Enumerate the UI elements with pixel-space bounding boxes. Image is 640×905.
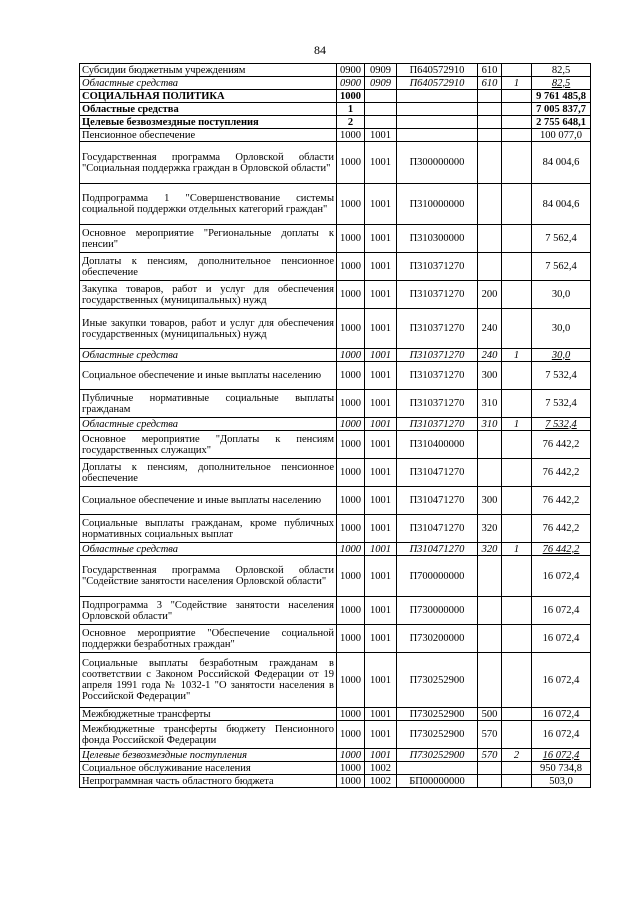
subsection-code-cell: 1001 — [365, 362, 397, 390]
funding-source-cell — [502, 281, 532, 309]
target-article-cell: П640572910 — [397, 64, 478, 77]
funding-source-cell: 1 — [502, 418, 532, 431]
subsection-code-cell: 1001 — [365, 349, 397, 362]
funding-source-cell: 2 — [502, 749, 532, 762]
subsection-code-cell: 1001 — [365, 281, 397, 309]
table-row — [80, 253, 591, 281]
section-code-cell: 1000 — [337, 184, 365, 225]
target-article-cell: П310371270 — [397, 281, 478, 309]
expense-type-cell: 310 — [478, 418, 502, 431]
expense-type-cell: 240 — [478, 309, 502, 349]
amount-cell: 84 004,6 — [532, 184, 591, 225]
section-code-cell: 1000 — [337, 253, 365, 281]
table-row — [80, 309, 591, 349]
subsection-code-cell: 1001 — [365, 556, 397, 597]
amount-cell: 950 734,8 — [532, 762, 591, 775]
section-code-cell: 0900 — [337, 64, 365, 77]
target-article-cell — [397, 762, 478, 775]
target-article-cell: П310371270 — [397, 390, 478, 418]
subsection-code-cell: 1001 — [365, 653, 397, 708]
amount-cell: 76 442,2 — [532, 431, 591, 459]
table-row — [80, 64, 591, 77]
item-name-cell: Подпрограмма 1 "Совершенствование системы социальной поддержки отдельных категорий граждан" — [80, 184, 337, 225]
section-code-cell: 1000 — [337, 281, 365, 309]
expense-type-cell — [478, 116, 502, 129]
amount-cell: 76 442,2 — [532, 543, 591, 556]
amount-cell: 16 072,4 — [532, 653, 591, 708]
section-code-cell: 1000 — [337, 749, 365, 762]
subsection-code-cell: 1001 — [365, 184, 397, 225]
item-name-cell: Социальные выплаты безработным гражданам в соответствии с Законом Российской Федерации от 19 апреля 1991 года № 1032-1 "О занятости населения в Российской Федерации" — [80, 653, 337, 708]
amount-cell: 16 072,4 — [532, 556, 591, 597]
target-article-cell: БП00000000 — [397, 775, 478, 788]
item-name-cell: Подпрограмма 3 "Содействие занятости населения Орловской области" — [80, 597, 337, 625]
amount-cell: 30,0 — [532, 349, 591, 362]
funding-source-cell — [502, 64, 532, 77]
item-name-cell: Межбюджетные трансферты бюджету Пенсионного фонда Российской Федерации — [80, 721, 337, 749]
subsection-code-cell: 1002 — [365, 762, 397, 775]
expense-type-cell — [478, 762, 502, 775]
funding-source-cell — [502, 597, 532, 625]
item-name-cell: Основное мероприятие "Доплаты к пенсиям государственных служащих" — [80, 431, 337, 459]
funding-source-cell — [502, 431, 532, 459]
table-row — [80, 103, 591, 116]
target-article-cell: П730200000 — [397, 625, 478, 653]
table-row — [80, 390, 591, 418]
funding-source-cell — [502, 309, 532, 349]
subsection-code-cell: 1001 — [365, 625, 397, 653]
funding-source-cell — [502, 775, 532, 788]
funding-source-cell — [502, 103, 532, 116]
expense-type-cell — [478, 142, 502, 184]
target-article-cell: П640572910 — [397, 77, 478, 90]
table-row — [80, 653, 591, 708]
table-row — [80, 129, 591, 142]
section-code-cell: 1000 — [337, 142, 365, 184]
funding-source-cell — [502, 459, 532, 487]
funding-source-cell — [502, 253, 532, 281]
item-name-cell: СОЦИАЛЬНАЯ ПОЛИТИКА — [80, 90, 337, 103]
table-row — [80, 349, 591, 362]
expense-type-cell: 610 — [478, 64, 502, 77]
table-row — [80, 281, 591, 309]
item-name-cell: Социальное обеспечение и иные выплаты населению — [80, 362, 337, 390]
item-name-cell: Социальное обеспечение и иные выплаты населению — [80, 487, 337, 515]
item-name-cell: Закупка товаров, работ и услуг для обеспечения государственных (муниципальных) нужд — [80, 281, 337, 309]
target-article-cell: П730252900 — [397, 653, 478, 708]
table-row — [80, 749, 591, 762]
funding-source-cell — [502, 556, 532, 597]
item-name-cell: Публичные нормативные социальные выплаты гражданам — [80, 390, 337, 418]
amount-cell: 30,0 — [532, 309, 591, 349]
target-article-cell — [397, 116, 478, 129]
funding-source-cell — [502, 90, 532, 103]
table-row — [80, 184, 591, 225]
amount-cell: 82,5 — [532, 64, 591, 77]
target-article-cell: П730252900 — [397, 749, 478, 762]
amount-cell: 16 072,4 — [532, 597, 591, 625]
subsection-code-cell: 1001 — [365, 721, 397, 749]
subsection-code-cell: 0909 — [365, 64, 397, 77]
table-row — [80, 762, 591, 775]
section-code-cell: 1000 — [337, 775, 365, 788]
section-code-cell: 1000 — [337, 431, 365, 459]
amount-cell: 16 072,4 — [532, 708, 591, 721]
expense-type-cell — [478, 653, 502, 708]
funding-source-cell — [502, 625, 532, 653]
subsection-code-cell — [365, 116, 397, 129]
target-article-cell — [397, 129, 478, 142]
subsection-code-cell: 1001 — [365, 418, 397, 431]
expense-type-cell: 500 — [478, 708, 502, 721]
amount-cell: 9 761 485,8 — [532, 90, 591, 103]
expense-type-cell — [478, 431, 502, 459]
item-name-cell: Целевые безвозмездные поступления — [80, 749, 337, 762]
item-name-cell: Межбюджетные трансферты — [80, 708, 337, 721]
section-code-cell: 1000 — [337, 349, 365, 362]
subsection-code-cell: 1001 — [365, 431, 397, 459]
funding-source-cell — [502, 390, 532, 418]
section-code-cell: 1000 — [337, 708, 365, 721]
item-name-cell: Субсидии бюджетным учреждениям — [80, 64, 337, 77]
item-name-cell: Областные средства — [80, 103, 337, 116]
expense-type-cell: 200 — [478, 281, 502, 309]
funding-source-cell — [502, 762, 532, 775]
table-row — [80, 487, 591, 515]
target-article-cell: П310371270 — [397, 253, 478, 281]
funding-source-cell — [502, 225, 532, 253]
section-code-cell: 1000 — [337, 721, 365, 749]
subsection-code-cell: 0909 — [365, 77, 397, 90]
item-name-cell: Основное мероприятие "Обеспечение социальной поддержки безработных граждан" — [80, 625, 337, 653]
subsection-code-cell: 1002 — [365, 775, 397, 788]
amount-cell: 7 532,4 — [532, 390, 591, 418]
subsection-code-cell: 1001 — [365, 515, 397, 543]
section-code-cell: 1000 — [337, 625, 365, 653]
table-row — [80, 116, 591, 129]
table-row — [80, 515, 591, 543]
subsection-code-cell: 1001 — [365, 597, 397, 625]
section-code-cell: 1000 — [337, 90, 365, 103]
table-row — [80, 708, 591, 721]
subsection-code-cell: 1001 — [365, 129, 397, 142]
funding-source-cell — [502, 515, 532, 543]
item-name-cell: Непрограммная часть областного бюджета — [80, 775, 337, 788]
item-name-cell: Доплаты к пенсиям, дополнительное пенсионное обеспечение — [80, 253, 337, 281]
target-article-cell: П730252900 — [397, 721, 478, 749]
target-article-cell: П310471270 — [397, 459, 478, 487]
subsection-code-cell: 1001 — [365, 459, 397, 487]
expense-type-cell — [478, 775, 502, 788]
amount-cell: 2 755 648,1 — [532, 116, 591, 129]
table-row — [80, 721, 591, 749]
section-code-cell: 1000 — [337, 225, 365, 253]
subsection-code-cell: 1001 — [365, 142, 397, 184]
expense-type-cell: 320 — [478, 515, 502, 543]
target-article-cell: П310471270 — [397, 487, 478, 515]
item-name-cell: Доплаты к пенсиям, дополнительное пенсионное обеспечение — [80, 459, 337, 487]
table-row — [80, 543, 591, 556]
item-name-cell: Пенсионное обеспечение — [80, 129, 337, 142]
funding-source-cell — [502, 653, 532, 708]
amount-cell: 16 072,4 — [532, 625, 591, 653]
funding-source-cell: 1 — [502, 77, 532, 90]
item-name-cell: Социальное обслуживание населения — [80, 762, 337, 775]
amount-cell: 30,0 — [532, 281, 591, 309]
amount-cell: 7 562,4 — [532, 253, 591, 281]
expense-type-cell — [478, 225, 502, 253]
expense-type-cell: 570 — [478, 721, 502, 749]
funding-source-cell — [502, 142, 532, 184]
expense-type-cell — [478, 184, 502, 225]
subsection-code-cell — [365, 90, 397, 103]
target-article-cell: П730000000 — [397, 597, 478, 625]
table-row — [80, 459, 591, 487]
target-article-cell — [397, 90, 478, 103]
table-row — [80, 418, 591, 431]
subsection-code-cell: 1001 — [365, 708, 397, 721]
section-code-cell: 0900 — [337, 77, 365, 90]
item-name-cell: Областные средства — [80, 543, 337, 556]
item-name-cell: Основное мероприятие "Региональные доплаты к пенсии" — [80, 225, 337, 253]
expense-type-cell — [478, 253, 502, 281]
target-article-cell: П310371270 — [397, 309, 478, 349]
funding-source-cell — [502, 487, 532, 515]
amount-cell: 76 442,2 — [532, 459, 591, 487]
subsection-code-cell: 1001 — [365, 390, 397, 418]
budget-table — [79, 63, 591, 788]
target-article-cell: П310371270 — [397, 349, 478, 362]
section-code-cell: 1000 — [337, 556, 365, 597]
table-row — [80, 90, 591, 103]
section-code-cell: 2 — [337, 116, 365, 129]
amount-cell: 100 077,0 — [532, 129, 591, 142]
item-name-cell: Государственная программа Орловской области "Содействие занятости населения Орловской области" — [80, 556, 337, 597]
section-code-cell: 1000 — [337, 459, 365, 487]
amount-cell: 7 532,4 — [532, 418, 591, 431]
section-code-cell: 1000 — [337, 309, 365, 349]
subsection-code-cell: 1001 — [365, 749, 397, 762]
section-code-cell: 1000 — [337, 418, 365, 431]
amount-cell: 76 442,2 — [532, 515, 591, 543]
subsection-code-cell: 1001 — [365, 225, 397, 253]
expense-type-cell: 610 — [478, 77, 502, 90]
table-row — [80, 625, 591, 653]
item-name-cell: Областные средства — [80, 349, 337, 362]
expense-type-cell — [478, 459, 502, 487]
target-article-cell: П310300000 — [397, 225, 478, 253]
item-name-cell: Целевые безвозмездные поступления — [80, 116, 337, 129]
amount-cell: 503,0 — [532, 775, 591, 788]
item-name-cell: Социальные выплаты гражданам, кроме публичных нормативных социальных выплат — [80, 515, 337, 543]
target-article-cell: П310371270 — [397, 362, 478, 390]
expense-type-cell: 320 — [478, 543, 502, 556]
target-article-cell: П310471270 — [397, 543, 478, 556]
expense-type-cell — [478, 103, 502, 116]
funding-source-cell — [502, 184, 532, 225]
budget-table-body — [80, 64, 591, 788]
section-code-cell: 1000 — [337, 653, 365, 708]
item-name-cell: Областные средства — [80, 77, 337, 90]
expense-type-cell: 240 — [478, 349, 502, 362]
section-code-cell: 1000 — [337, 129, 365, 142]
subsection-code-cell — [365, 103, 397, 116]
section-code-cell: 1000 — [337, 487, 365, 515]
funding-source-cell: 1 — [502, 349, 532, 362]
target-article-cell: П310000000 — [397, 184, 478, 225]
expense-type-cell — [478, 625, 502, 653]
table-row — [80, 775, 591, 788]
expense-type-cell — [478, 129, 502, 142]
target-article-cell: П730252900 — [397, 708, 478, 721]
section-code-cell: 1000 — [337, 762, 365, 775]
amount-cell: 7 005 837,7 — [532, 103, 591, 116]
section-code-cell: 1000 — [337, 515, 365, 543]
amount-cell: 82,5 — [532, 77, 591, 90]
funding-source-cell — [502, 362, 532, 390]
table-row — [80, 597, 591, 625]
amount-cell: 16 072,4 — [532, 721, 591, 749]
target-article-cell: П310400000 — [397, 431, 478, 459]
funding-source-cell — [502, 721, 532, 749]
table-row — [80, 77, 591, 90]
expense-type-cell — [478, 597, 502, 625]
expense-type-cell — [478, 90, 502, 103]
funding-source-cell: 1 — [502, 543, 532, 556]
amount-cell: 7 562,4 — [532, 225, 591, 253]
subsection-code-cell: 1001 — [365, 487, 397, 515]
table-row — [80, 556, 591, 597]
subsection-code-cell: 1001 — [365, 309, 397, 349]
item-name-cell: Государственная программа Орловской области "Социальная поддержка граждан в Орловской области" — [80, 142, 337, 184]
section-code-cell: 1000 — [337, 390, 365, 418]
amount-cell: 76 442,2 — [532, 487, 591, 515]
expense-type-cell: 310 — [478, 390, 502, 418]
subsection-code-cell: 1001 — [365, 543, 397, 556]
table-row — [80, 225, 591, 253]
expense-type-cell: 570 — [478, 749, 502, 762]
amount-cell: 16 072,4 — [532, 749, 591, 762]
target-article-cell: П700000000 — [397, 556, 478, 597]
item-name-cell: Иные закупки товаров, работ и услуг для обеспечения государственных (муниципальных) нужд — [80, 309, 337, 349]
page-number: 84 — [314, 43, 326, 57]
table-row — [80, 431, 591, 459]
amount-cell: 7 532,4 — [532, 362, 591, 390]
target-article-cell — [397, 103, 478, 116]
expense-type-cell: 300 — [478, 487, 502, 515]
section-code-cell: 1000 — [337, 362, 365, 390]
table-row — [80, 362, 591, 390]
subsection-code-cell: 1001 — [365, 253, 397, 281]
funding-source-cell — [502, 129, 532, 142]
table-row — [80, 142, 591, 184]
expense-type-cell: 300 — [478, 362, 502, 390]
expense-type-cell — [478, 556, 502, 597]
item-name-cell: Областные средства — [80, 418, 337, 431]
funding-source-cell — [502, 708, 532, 721]
target-article-cell: П310471270 — [397, 515, 478, 543]
section-code-cell: 1000 — [337, 543, 365, 556]
target-article-cell: П310371270 — [397, 418, 478, 431]
section-code-cell: 1 — [337, 103, 365, 116]
amount-cell: 84 004,6 — [532, 142, 591, 184]
target-article-cell: П300000000 — [397, 142, 478, 184]
funding-source-cell — [502, 116, 532, 129]
section-code-cell: 1000 — [337, 597, 365, 625]
